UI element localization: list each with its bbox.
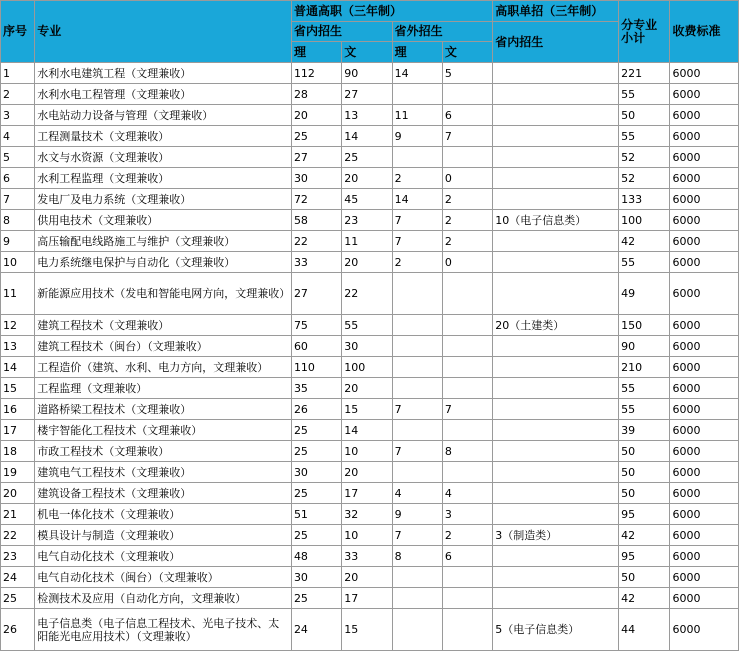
- cell-out-wen: 0: [442, 168, 492, 189]
- cell-fee: 6000: [670, 378, 739, 399]
- cell-out-wen: [442, 378, 492, 399]
- cell-in-li: 35: [291, 378, 341, 399]
- cell-in-li: 25: [291, 420, 341, 441]
- cell-in-wen: 15: [342, 399, 392, 420]
- header-single: 高职单招（三年制）: [493, 1, 619, 22]
- header-no: 序号: [1, 1, 35, 63]
- cell-fee: 6000: [670, 525, 739, 546]
- cell-in-li: 33: [291, 252, 341, 273]
- header-out-wen: 文: [442, 42, 492, 63]
- cell-out-wen: 4: [442, 483, 492, 504]
- table-row: [1, 609, 739, 651]
- cell-subtotal: 50: [619, 483, 670, 504]
- cell-no: 8: [1, 210, 35, 231]
- cell-fee: 6000: [670, 441, 739, 462]
- cell-fee: 6000: [670, 126, 739, 147]
- cell-out-li: [392, 378, 442, 399]
- cell-single: [493, 231, 619, 252]
- cell-subtotal: 100: [619, 210, 670, 231]
- cell-out-li: 7: [392, 399, 442, 420]
- cell-out-wen: [442, 462, 492, 483]
- cell-single: [493, 546, 619, 567]
- cell-in-li: 28: [291, 84, 341, 105]
- cell-in-wen: 17: [342, 483, 392, 504]
- cell-single: [493, 378, 619, 399]
- cell-no: 22: [1, 525, 35, 546]
- cell-single: 3（制造类）: [493, 525, 619, 546]
- cell-single: [493, 126, 619, 147]
- cell-out-li: 9: [392, 126, 442, 147]
- cell-out-wen: [442, 273, 492, 315]
- cell-in-wen: 23: [342, 210, 392, 231]
- cell-single: [493, 273, 619, 315]
- cell-subtotal: 55: [619, 126, 670, 147]
- cell-single: 10（电子信息类）: [493, 210, 619, 231]
- cell-major: 水利水电工程管理（文理兼收）: [35, 84, 292, 105]
- cell-single: [493, 189, 619, 210]
- cell-out-li: [392, 567, 442, 588]
- cell-no: 16: [1, 399, 35, 420]
- cell-subtotal: 95: [619, 546, 670, 567]
- header-major: 专业: [35, 1, 292, 63]
- cell-fee: 6000: [670, 84, 739, 105]
- table-row: [1, 189, 739, 210]
- cell-subtotal: 42: [619, 231, 670, 252]
- cell-subtotal: 50: [619, 441, 670, 462]
- cell-no: 5: [1, 147, 35, 168]
- cell-in-wen: 33: [342, 546, 392, 567]
- cell-single: [493, 63, 619, 84]
- cell-fee: 6000: [670, 504, 739, 525]
- cell-no: 24: [1, 567, 35, 588]
- table-row: [1, 126, 739, 147]
- cell-no: 14: [1, 357, 35, 378]
- cell-in-wen: 100: [342, 357, 392, 378]
- cell-major: 高压输配电线路施工与维护（文理兼收）: [35, 231, 292, 252]
- cell-out-li: [392, 357, 442, 378]
- cell-subtotal: 42: [619, 525, 670, 546]
- table-row: [1, 336, 739, 357]
- cell-major: 电子信息类（电子信息工程技术、光电子技术、太阳能光电应用技术）（文理兼收）: [35, 609, 292, 651]
- cell-out-wen: [442, 84, 492, 105]
- cell-subtotal: 221: [619, 63, 670, 84]
- cell-out-li: [392, 588, 442, 609]
- cell-subtotal: 133: [619, 189, 670, 210]
- cell-single: [493, 84, 619, 105]
- cell-in-wen: 10: [342, 525, 392, 546]
- cell-in-li: 25: [291, 483, 341, 504]
- cell-out-li: 8: [392, 546, 442, 567]
- cell-fee: 6000: [670, 336, 739, 357]
- cell-in-li: 22: [291, 231, 341, 252]
- table-row: [1, 462, 739, 483]
- cell-single: [493, 441, 619, 462]
- cell-out-wen: 2: [442, 210, 492, 231]
- cell-in-wen: 13: [342, 105, 392, 126]
- cell-out-wen: 7: [442, 126, 492, 147]
- cell-fee: 6000: [670, 252, 739, 273]
- cell-in-wen: 22: [342, 273, 392, 315]
- cell-out-wen: [442, 609, 492, 651]
- cell-single: [493, 504, 619, 525]
- cell-in-li: 27: [291, 273, 341, 315]
- cell-in-wen: 55: [342, 315, 392, 336]
- cell-subtotal: 55: [619, 378, 670, 399]
- cell-out-li: [392, 315, 442, 336]
- cell-in-wen: 10: [342, 441, 392, 462]
- cell-fee: 6000: [670, 609, 739, 651]
- cell-in-li: 24: [291, 609, 341, 651]
- cell-subtotal: 210: [619, 357, 670, 378]
- cell-in-wen: 45: [342, 189, 392, 210]
- cell-in-wen: 25: [342, 147, 392, 168]
- cell-subtotal: 52: [619, 168, 670, 189]
- cell-out-li: [392, 609, 442, 651]
- cell-major: 电气自动化技术（闽台）（文理兼收）: [35, 567, 292, 588]
- cell-out-wen: [442, 588, 492, 609]
- cell-single: [493, 252, 619, 273]
- cell-out-li: 11: [392, 105, 442, 126]
- cell-in-li: 30: [291, 462, 341, 483]
- cell-fee: 6000: [670, 546, 739, 567]
- cell-single: [493, 105, 619, 126]
- table-row: [1, 588, 739, 609]
- cell-major: 道路桥梁工程技术（文理兼收）: [35, 399, 292, 420]
- cell-no: 18: [1, 441, 35, 462]
- cell-major: 市政工程技术（文理兼收）: [35, 441, 292, 462]
- cell-single: [493, 588, 619, 609]
- cell-no: 6: [1, 168, 35, 189]
- cell-single: [493, 336, 619, 357]
- cell-out-wen: [442, 357, 492, 378]
- cell-in-wen: 27: [342, 84, 392, 105]
- cell-fee: 6000: [670, 315, 739, 336]
- table-row: [1, 378, 739, 399]
- table-row: [1, 504, 739, 525]
- cell-no: 4: [1, 126, 35, 147]
- cell-out-li: [392, 84, 442, 105]
- cell-single: [493, 420, 619, 441]
- cell-in-wen: 15: [342, 609, 392, 651]
- cell-in-li: 58: [291, 210, 341, 231]
- cell-no: 3: [1, 105, 35, 126]
- cell-fee: 6000: [670, 567, 739, 588]
- cell-no: 20: [1, 483, 35, 504]
- cell-major: 工程测量技术（文理兼收）: [35, 126, 292, 147]
- cell-in-li: 25: [291, 588, 341, 609]
- cell-out-li: [392, 462, 442, 483]
- cell-no: 11: [1, 273, 35, 315]
- cell-subtotal: 55: [619, 84, 670, 105]
- cell-fee: 6000: [670, 168, 739, 189]
- cell-out-li: 9: [392, 504, 442, 525]
- header-in-li: 理: [291, 42, 341, 63]
- cell-in-wen: 20: [342, 462, 392, 483]
- cell-single: 20（土建类）: [493, 315, 619, 336]
- cell-in-li: 26: [291, 399, 341, 420]
- cell-no: 7: [1, 189, 35, 210]
- cell-out-wen: 6: [442, 105, 492, 126]
- cell-major: 电气自动化技术（文理兼收）: [35, 546, 292, 567]
- cell-fee: 6000: [670, 189, 739, 210]
- cell-no: 19: [1, 462, 35, 483]
- cell-in-li: 25: [291, 525, 341, 546]
- cell-no: 26: [1, 609, 35, 651]
- cell-major: 水利水电建筑工程（文理兼收）: [35, 63, 292, 84]
- cell-in-wen: 20: [342, 168, 392, 189]
- cell-subtotal: 150: [619, 315, 670, 336]
- header-in-province: 省内招生: [291, 22, 392, 42]
- cell-subtotal: 39: [619, 420, 670, 441]
- table-row: [1, 210, 739, 231]
- cell-fee: 6000: [670, 273, 739, 315]
- cell-fee: 6000: [670, 63, 739, 84]
- cell-fee: 6000: [670, 462, 739, 483]
- cell-major: 水利工程监理（文理兼收）: [35, 168, 292, 189]
- cell-out-li: 2: [392, 168, 442, 189]
- cell-subtotal: 52: [619, 147, 670, 168]
- cell-major: 机电一体化技术（文理兼收）: [35, 504, 292, 525]
- cell-single: [493, 462, 619, 483]
- cell-fee: 6000: [670, 105, 739, 126]
- cell-fee: 6000: [670, 231, 739, 252]
- table-row: [1, 84, 739, 105]
- cell-in-li: 75: [291, 315, 341, 336]
- cell-out-li: 7: [392, 525, 442, 546]
- cell-major: 检测技术及应用（自动化方向，文理兼收）: [35, 588, 292, 609]
- header-subtotal: [619, 1, 670, 63]
- table-body: [1, 63, 739, 651]
- cell-no: 1: [1, 63, 35, 84]
- header-out-li: 理: [392, 42, 442, 63]
- cell-in-wen: 14: [342, 126, 392, 147]
- cell-major: 水文与水资源（文理兼收）: [35, 147, 292, 168]
- cell-major: 工程监理（文理兼收）: [35, 378, 292, 399]
- cell-subtotal: 42: [619, 588, 670, 609]
- cell-out-wen: 2: [442, 189, 492, 210]
- table-row: [1, 105, 739, 126]
- cell-out-wen: [442, 420, 492, 441]
- cell-single: [493, 567, 619, 588]
- cell-fee: 6000: [670, 420, 739, 441]
- cell-in-wen: 20: [342, 567, 392, 588]
- cell-in-li: 48: [291, 546, 341, 567]
- table-row: [1, 420, 739, 441]
- header-single-in: 省内招生: [493, 22, 619, 63]
- cell-major: 建筑工程技术（闽台）（文理兼收）: [35, 336, 292, 357]
- header-regular: 普通高职（三年制）: [291, 1, 492, 22]
- cell-subtotal: 50: [619, 105, 670, 126]
- cell-in-li: 112: [291, 63, 341, 84]
- cell-out-li: 14: [392, 189, 442, 210]
- table-row: [1, 273, 739, 315]
- cell-in-wen: 14: [342, 420, 392, 441]
- cell-no: 25: [1, 588, 35, 609]
- cell-single: 5（电子信息类）: [493, 609, 619, 651]
- cell-out-wen: 0: [442, 252, 492, 273]
- cell-in-wen: 90: [342, 63, 392, 84]
- cell-single: [493, 168, 619, 189]
- cell-fee: 6000: [670, 483, 739, 504]
- cell-in-li: 30: [291, 567, 341, 588]
- cell-out-wen: 5: [442, 63, 492, 84]
- cell-no: 23: [1, 546, 35, 567]
- cell-out-wen: 2: [442, 231, 492, 252]
- cell-major: 工程造价（建筑、水利、电力方向，文理兼收）: [35, 357, 292, 378]
- cell-major: 电力系统继电保护与自动化（文理兼收）: [35, 252, 292, 273]
- cell-out-li: 2: [392, 252, 442, 273]
- table-row: [1, 441, 739, 462]
- table-row: [1, 483, 739, 504]
- cell-in-wen: 32: [342, 504, 392, 525]
- header-subtotal-line1: 分专业: [621, 17, 658, 32]
- cell-out-li: 7: [392, 210, 442, 231]
- cell-out-li: 14: [392, 63, 442, 84]
- cell-subtotal: 50: [619, 567, 670, 588]
- cell-fee: 6000: [670, 588, 739, 609]
- table-row: [1, 63, 739, 84]
- cell-no: 2: [1, 84, 35, 105]
- table-row: [1, 399, 739, 420]
- cell-major: 供用电技术（文理兼收）: [35, 210, 292, 231]
- cell-in-li: 110: [291, 357, 341, 378]
- header-out-province: 省外招生: [392, 22, 493, 42]
- cell-no: 12: [1, 315, 35, 336]
- cell-out-wen: 8: [442, 441, 492, 462]
- cell-major: 水电站动力设备与管理（文理兼收）: [35, 105, 292, 126]
- cell-single: [493, 357, 619, 378]
- cell-in-li: 51: [291, 504, 341, 525]
- cell-in-wen: 20: [342, 378, 392, 399]
- cell-subtotal: 95: [619, 504, 670, 525]
- cell-single: [493, 483, 619, 504]
- cell-in-li: 60: [291, 336, 341, 357]
- cell-out-wen: [442, 336, 492, 357]
- cell-major: 建筑设备工程技术（文理兼收）: [35, 483, 292, 504]
- header-subtotal-line2: 小计: [621, 30, 646, 45]
- table-row: [1, 315, 739, 336]
- cell-out-wen: [442, 315, 492, 336]
- table-row: [1, 525, 739, 546]
- cell-in-wen: 20: [342, 252, 392, 273]
- cell-out-wen: 6: [442, 546, 492, 567]
- cell-out-wen: 2: [442, 525, 492, 546]
- cell-major: 模具设计与制造（文理兼收）: [35, 525, 292, 546]
- cell-no: 9: [1, 231, 35, 252]
- table-row: [1, 231, 739, 252]
- cell-subtotal: 49: [619, 273, 670, 315]
- cell-major: 新能源应用技术（发电和智能电网方向，文理兼收）: [35, 273, 292, 315]
- cell-out-li: [392, 273, 442, 315]
- cell-in-wen: 17: [342, 588, 392, 609]
- cell-in-li: 72: [291, 189, 341, 210]
- cell-out-li: 7: [392, 441, 442, 462]
- cell-out-wen: [442, 567, 492, 588]
- header-fee: 收费标准: [670, 1, 739, 63]
- cell-subtotal: 55: [619, 399, 670, 420]
- cell-in-li: 25: [291, 126, 341, 147]
- cell-out-li: [392, 420, 442, 441]
- cell-out-wen: 3: [442, 504, 492, 525]
- cell-in-wen: 30: [342, 336, 392, 357]
- cell-in-li: 27: [291, 147, 341, 168]
- cell-major: 楼宇智能化工程技术（文理兼收）: [35, 420, 292, 441]
- cell-out-li: 4: [392, 483, 442, 504]
- cell-single: [493, 147, 619, 168]
- cell-out-li: 7: [392, 231, 442, 252]
- cell-major: 建筑电气工程技术（文理兼收）: [35, 462, 292, 483]
- cell-subtotal: 44: [619, 609, 670, 651]
- cell-fee: 6000: [670, 147, 739, 168]
- cell-out-li: [392, 147, 442, 168]
- table-row: [1, 252, 739, 273]
- cell-out-li: [392, 336, 442, 357]
- cell-out-wen: [442, 147, 492, 168]
- cell-subtotal: 50: [619, 462, 670, 483]
- cell-no: 15: [1, 378, 35, 399]
- cell-no: 10: [1, 252, 35, 273]
- cell-fee: 6000: [670, 357, 739, 378]
- cell-no: 13: [1, 336, 35, 357]
- cell-in-li: 20: [291, 105, 341, 126]
- table-row: [1, 147, 739, 168]
- table-row: [1, 567, 739, 588]
- cell-no: 17: [1, 420, 35, 441]
- cell-major: 发电厂及电力系统（文理兼收）: [35, 189, 292, 210]
- cell-subtotal: 55: [619, 252, 670, 273]
- cell-no: 21: [1, 504, 35, 525]
- cell-fee: 6000: [670, 399, 739, 420]
- header-in-wen: 文: [342, 42, 392, 63]
- cell-in-li: 25: [291, 441, 341, 462]
- cell-major: 建筑工程技术（文理兼收）: [35, 315, 292, 336]
- table-row: [1, 357, 739, 378]
- cell-subtotal: 90: [619, 336, 670, 357]
- cell-in-li: 30: [291, 168, 341, 189]
- cell-single: [493, 399, 619, 420]
- cell-fee: 6000: [670, 210, 739, 231]
- cell-in-wen: 11: [342, 231, 392, 252]
- table-row: [1, 168, 739, 189]
- cell-out-wen: 7: [442, 399, 492, 420]
- table-row: [1, 546, 739, 567]
